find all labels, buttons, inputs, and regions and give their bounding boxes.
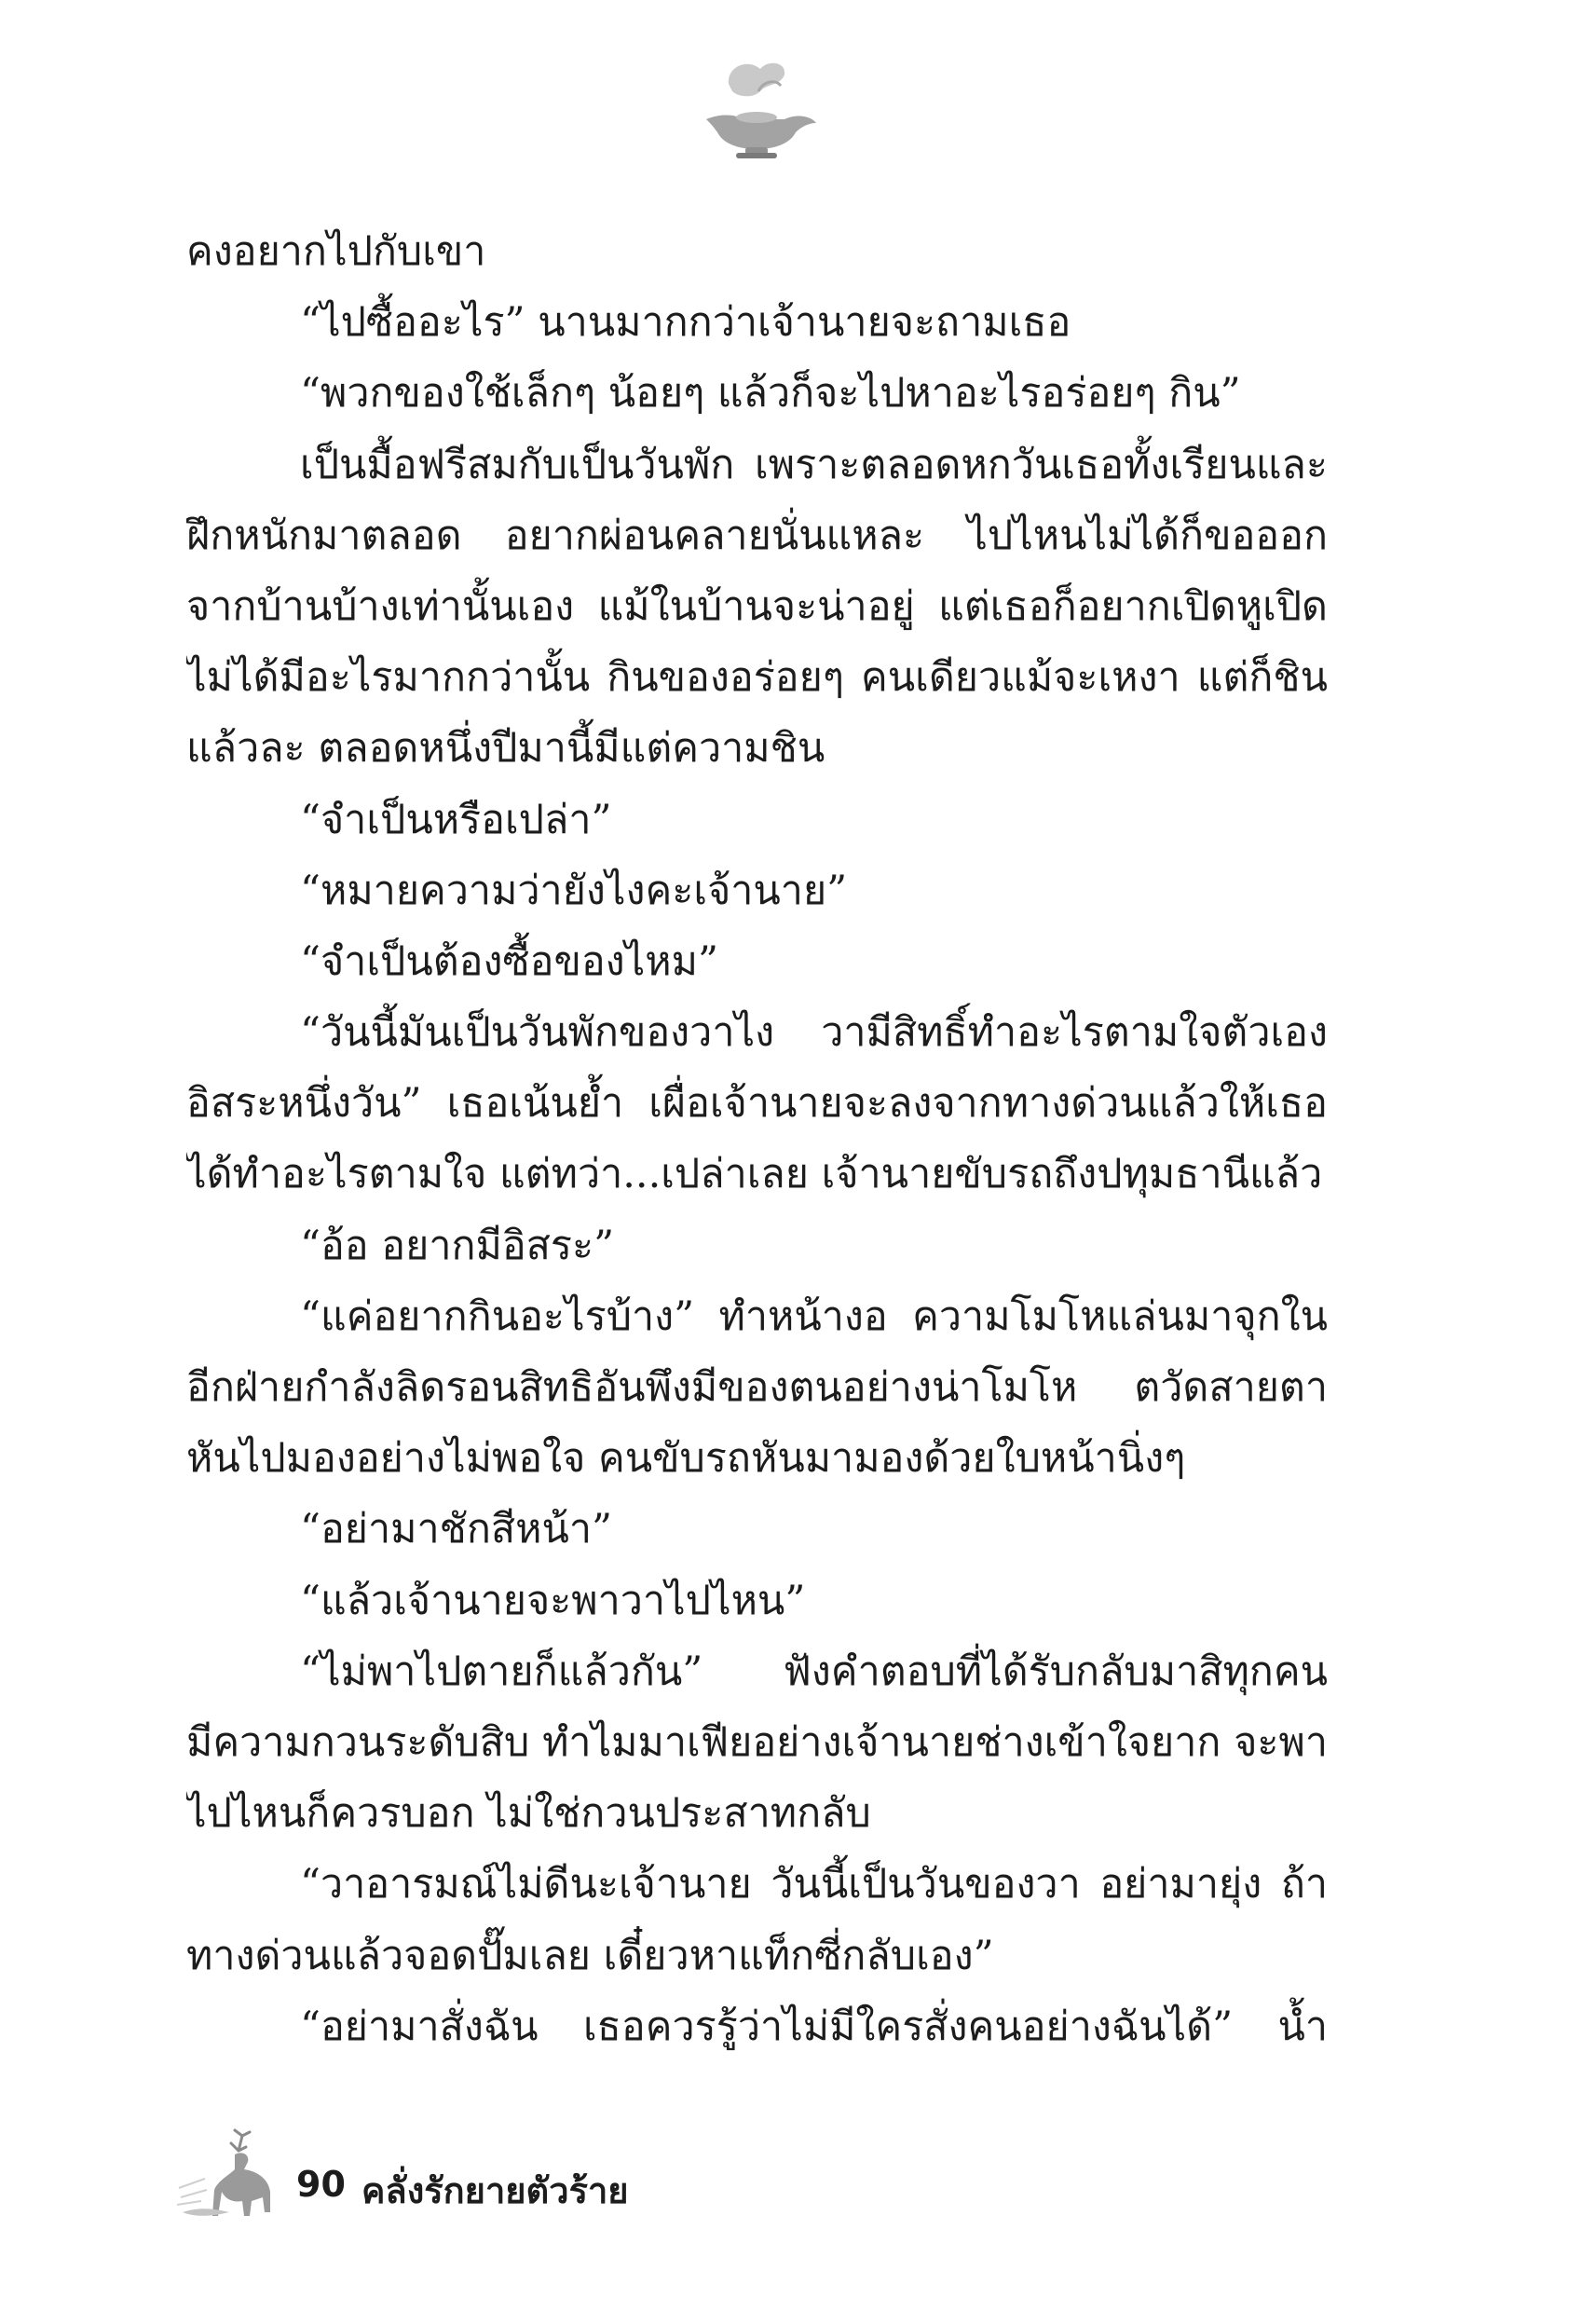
text-line: “จำเป็นต้องซื้อของไหม” [300, 937, 718, 985]
text-line: “หมายความว่ายังไงคะเจ้านาย” [300, 867, 848, 914]
text-line: หันไปมองอย่างไม่พอใจ คนขับรถหันมามองด้วยใบหน้านิ่งๆ [186, 1435, 1186, 1483]
text-line: “อ้อ อยากมีอิสระ” [300, 1222, 615, 1269]
page-footer [177, 2123, 829, 2235]
text-line: ทางด่วนแล้วจอดปั๊มเลย เดี๋ยวหาแท็กซี่กลับเอง” [186, 1932, 994, 1979]
text-line: “แล้วเจ้านายจะพาวาไปไหน” [300, 1577, 806, 1624]
text-line: มีความกวนระดับสิบ ทำไมมาเฟียอย่างเจ้านายช่างเข้าใจยาก จะพา [186, 1718, 1328, 1766]
text-line: “วาอารมณ์ไม่ดีนะเจ้านาย วันนี้เป็นวันของวา อย่ามายุ่ง ถ้า [300, 1861, 1328, 1908]
text-line: ไม่ได้มีอะไรมากกว่านั้น กินของอร่อยๆ คนเดียวแม้จะเหงา แต่ก็ชิน [186, 654, 1328, 702]
text-line: “วันนี้มันเป็นวันพักของวาไง วามีสิทธิ์ทำอะไรตามใจตัวเอง [300, 1009, 1328, 1057]
text-line: “พวกของใช้เล็กๆ น้อยๆ แล้วก็จะไปหาอะไรอร่อยๆ กิน” [300, 370, 1241, 417]
body-text [186, 216, 1328, 2062]
text-line: แล้วละ ตลอดหนึ่งปีมานี้มีแต่ความชิน [186, 725, 825, 773]
text-line: “แค่อยากกินอะไรบ้าง” ทำหน้างอ ความโมโหแล่นมาจุกใน [300, 1292, 1328, 1340]
text-line: เป็นมื้อฟรีสมกับเป็นวันพัก เพราะตลอดหกวันเธอทั้งเรียนและ [300, 441, 1328, 488]
text-line: “ไม่พาไปตายก็แล้วกัน” ฟังคำตอบที่ได้รับกลับมาสิทุกคน [300, 1648, 1328, 1695]
page-number: 90 [296, 2164, 346, 2205]
text-line: อีกฝ่ายกำลังลิดรอนสิทธิอันพึงมีของตนอย่างน่าโมโห ตวัดสายตา [186, 1364, 1328, 1411]
text-line: “จำเป็นหรือเปล่า” [300, 796, 612, 843]
text-line: ได้ทำอะไรตามใจ แต่ทว่า...เปล่าเลย เจ้านายขับรถถึงปทุมธานีแล้ว [186, 1151, 1323, 1198]
genie-lamp-icon [691, 54, 822, 166]
text-line: ไปไหนก็ควรบอก ไม่ใช่กวนประสาทกลับ [186, 1790, 871, 1838]
text-line: จากบ้านบ้างเท่านั้นเอง แม้ในบ้านจะน่าอยู่ แต่เธอก็อยากเปิดหูเปิด [186, 582, 1328, 630]
book-title: คลั่งรักยายตัวร้าย [361, 2170, 629, 2211]
text-line: ฝึกหนักมาตลอด อยากผ่อนคลายนั่นแหละ ไปไหนไม่ได้ก็ขอออก [186, 512, 1328, 559]
deer-icon [177, 2123, 284, 2230]
text-line: อิสระหนึ่งวัน” เธอเน้นย้ำ เผื่อเจ้านายจะลงจากทางด่วนแล้วให้เธอ [186, 1080, 1328, 1128]
text-line: “ไปซื้ออะไร” นานมากกว่าเจ้านายจะถามเธอ [300, 299, 1071, 347]
text-line: คงอยากไปกับเขา [186, 228, 486, 275]
text-line: “อย่ามาชักสีหน้า” [300, 1506, 612, 1553]
text-line: “อย่ามาสั่งฉัน เธอควรรู้ว่าไม่มีใครสั่งคนอย่างฉันได้” น้ำ [300, 2003, 1328, 2050]
